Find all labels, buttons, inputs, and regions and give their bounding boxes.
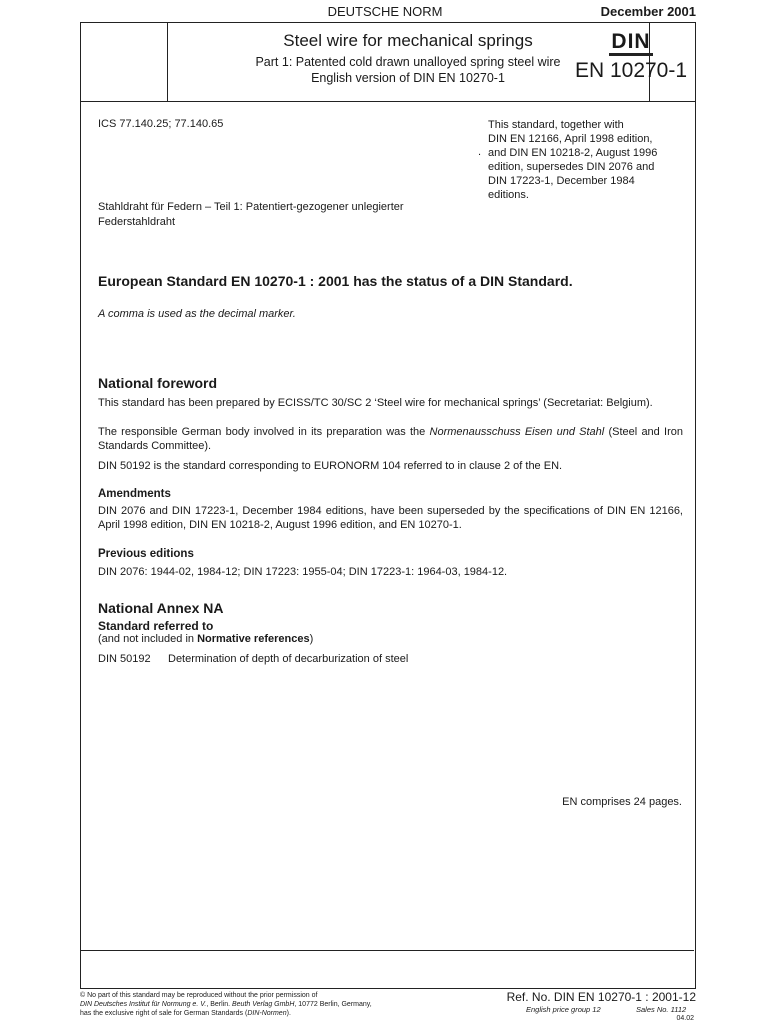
- copyright-line: © No part of this standard may be reproduced without the prior permission of: [80, 992, 318, 999]
- supersedes-line: DIN EN 12166, April 1998 edition,: [488, 133, 653, 145]
- din-logo: DIN: [609, 31, 652, 56]
- reference-code: DIN 50192: [98, 653, 151, 665]
- supersedes-line: This standard, together with: [488, 119, 624, 131]
- status-statement: European Standard EN 10270-1 : 2001 has the status of a DIN Standard.: [98, 273, 573, 289]
- note-text: ): [309, 633, 314, 645]
- german-title: Stahldraht für Federn – Teil 1: Patentiert-gezogener unlegierter Federstahldraht: [98, 201, 404, 228]
- header-blank-cell: [81, 23, 168, 101]
- document-subtitle: Part 1: Patented cold drawn unalloyed spring steel wire: [255, 55, 561, 69]
- price-group: English price group 12: [526, 1005, 601, 1014]
- sales-number: Sales No. 1112: [636, 1005, 687, 1014]
- copyright-text: ).: [286, 1010, 291, 1017]
- supersedes-line: DIN 17223-1, December 1984: [488, 175, 635, 187]
- copyright-text: , Berlin.: [206, 1001, 232, 1008]
- standard-number: EN 10270-1: [574, 59, 688, 82]
- reference-title: Determination of depth of decarburization of steel: [168, 653, 409, 665]
- previous-editions-heading: Previous editions: [98, 548, 194, 560]
- supersedes-mark: .: [478, 146, 482, 158]
- frame-divider: [81, 950, 694, 951]
- committee-name: Normenausschuss Eisen und Stahl: [429, 426, 605, 438]
- header-box: [80, 22, 696, 102]
- copyright-publisher: Beuth Verlag GmbH: [232, 1001, 295, 1008]
- copyright-line: [80, 1009, 440, 1018]
- note-emphasis: Normative references: [197, 633, 310, 645]
- national-annex-heading: National Annex NA: [98, 600, 224, 616]
- page-frame: [80, 101, 696, 989]
- supersedes-line: and DIN EN 10218-2, August 1996: [488, 147, 658, 159]
- normative-references-note: [98, 633, 313, 645]
- reference-entry: [98, 653, 408, 665]
- amendments-heading: Amendments: [98, 488, 171, 500]
- print-date: 04.02: [676, 1015, 694, 1022]
- ics-codes: ICS 77.140.25; 77.140.65: [98, 118, 224, 130]
- document-type-label: DEUTSCHE NORM: [327, 4, 443, 19]
- foreword-paragraph: [98, 425, 683, 453]
- decimal-marker-note: A comma is used as the decimal marker.: [98, 308, 296, 320]
- supersedes-line: editions.: [488, 189, 529, 201]
- header-number-cell: [567, 23, 695, 101]
- supersedes-line: edition, supersedes DIN 2076 and: [488, 161, 655, 173]
- copyright-line: [80, 1000, 440, 1009]
- page-count-note: EN comprises 24 pages.: [562, 796, 682, 808]
- publication-date: December 2001: [600, 4, 696, 19]
- copyright-text: has the exclusive right of sale for German Standards (: [80, 1010, 248, 1017]
- foreword-text: (Steel and Iron Standards Committee).: [98, 426, 683, 452]
- foreword-paragraph: DIN 50192 is the standard corresponding to EURONORM 104 referred to in clause 2 of the EN.: [98, 460, 563, 472]
- previous-editions-text: DIN 2076: 1944-02, 1984-12; DIN 17223: 1955-04; DIN 17223-1: 1964-03, 1984-12.: [98, 566, 508, 578]
- standard-referred-heading: Standard referred to: [98, 619, 214, 633]
- copyright-org: DIN Deutsches Institut für Normung e. V.: [80, 1001, 207, 1008]
- copyright-term: DIN-Normen: [247, 1010, 287, 1017]
- copyright-notice: [80, 991, 440, 1018]
- amendments-text: DIN 2076 and DIN 17223-1, December 1984 editions, have been superseded by the specifications of DIN EN 12166, April 1998 edition, DIN EN 10218-2, August 1996 edition, and EN 10270-1.: [98, 505, 683, 531]
- reference-number: Ref. No. DIN EN 10270-1 : 2001-12: [506, 990, 696, 1004]
- document-title: Steel wire for mechanical springs: [283, 31, 533, 50]
- document-version: English version of DIN EN 10270-1: [311, 71, 505, 85]
- note-text: (and not included in: [98, 633, 198, 645]
- supersedes-note: [488, 118, 683, 202]
- national-foreword-heading: National foreword: [98, 375, 218, 391]
- foreword-text: The responsible German body involved in its preparation was the: [98, 426, 430, 438]
- copyright-text: , 10772 Berlin, Germany,: [294, 1001, 372, 1008]
- foreword-paragraph: This standard has been prepared by ECISS/TC 30/SC 2 ‘Steel wire for mechanical springs’ (Secretariat: Belgium).: [98, 397, 653, 409]
